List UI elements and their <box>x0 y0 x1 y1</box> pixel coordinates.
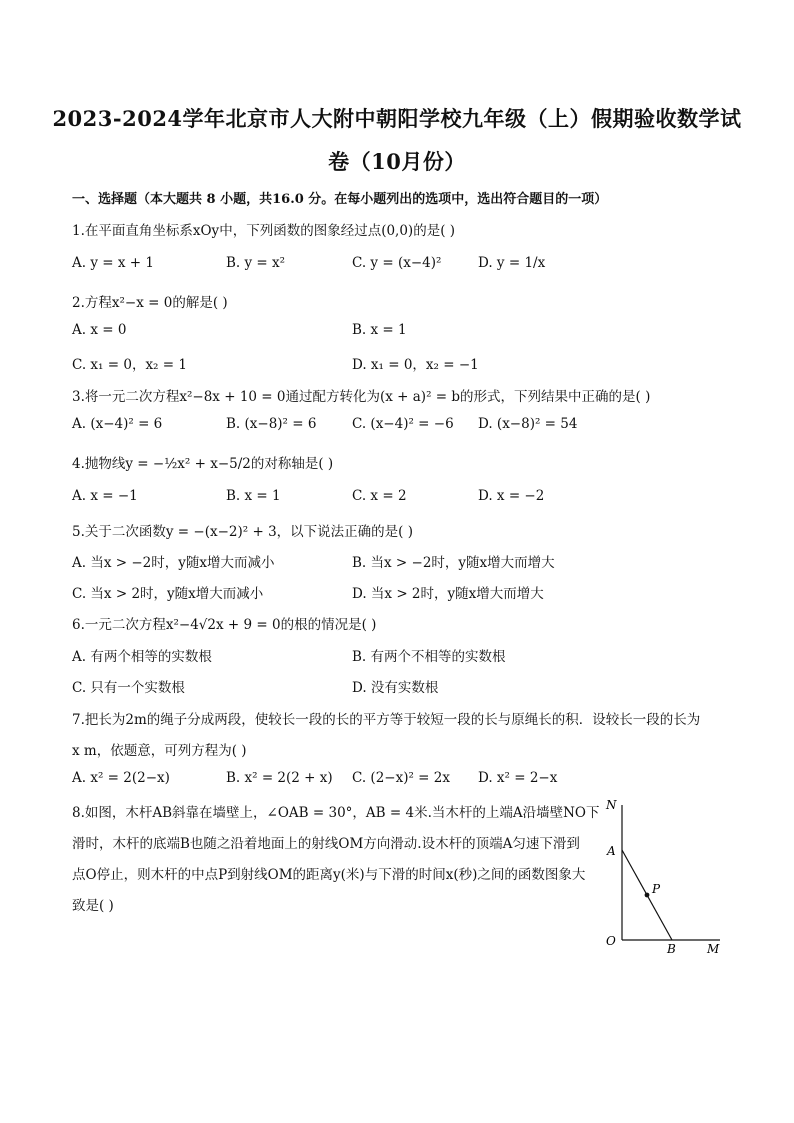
q4-option-b: B. x = 1 <box>226 488 281 504</box>
label-o: O <box>606 934 616 948</box>
question-7-stem: 7.把长为2m的绳子分成两段，使较长一段的长的平方等于较短一段的长与原绳长的积．设较长一段的长为 <box>72 712 701 728</box>
q7-option-c: C. (2−x)² = 2x <box>352 770 450 786</box>
q1-option-b: B. y = x² <box>226 255 286 271</box>
question-5-stem: 5.关于二次函数y = −(x−2)² + 3，以下说法正确的是( ) <box>72 524 413 540</box>
document-title-line1: 2023-2024学年北京市人大附中朝阳学校九年级（上）假期验收数学试 <box>52 106 742 131</box>
question-3-stem: 3.将一元二次方程x²−8x + 10 = 0通过配方转化为(x + a)² = b的形式，下列结果中正确的是( ) <box>72 389 651 405</box>
q3-option-c: C. (x−4)² = −6 <box>352 416 454 432</box>
label-b: B <box>667 942 676 956</box>
q2-option-a: A. x = 0 <box>72 322 127 338</box>
question-8-stem-cont1: 滑时，木杆的底端B也随之沿着地面上的射线OM方向滑动.设木杆的顶端A匀速下滑到 <box>72 836 580 852</box>
q4-option-c: C. x = 2 <box>352 488 407 504</box>
question-8-stem: 8.如图，木杆AB斜靠在墙壁上，∠OAB = 30°，AB = 4米.当木杆的上端A沿墙壁NO下 <box>72 805 600 821</box>
q3-option-a: A. (x−4)² = 6 <box>72 416 163 432</box>
question-7-stem-cont: x m，依题意，可列方程为( ) <box>72 743 247 759</box>
question-8-stem-cont2: 点O停止，则木杆的中点P到射线OM的距离y(米)与下滑的时间x(秒)之间的函数图象大 <box>72 867 586 883</box>
q7-option-a: A. x² = 2(2−x) <box>72 770 170 786</box>
q4-option-a: A. x = −1 <box>72 488 138 504</box>
question-8-stem-cont3: 致是( ) <box>72 898 114 914</box>
q6-option-d: D. 没有实数根 <box>352 680 439 696</box>
section-heading: 一、选择题（本大题共 8 小题，共16.0 分。在每小题列出的选项中，选出符合题目的一项） <box>72 192 608 207</box>
q5-option-a: A. 当x > −2时，y随x增大而减小 <box>72 555 275 571</box>
q5-option-c: C. 当x > 2时，y随x增大而减小 <box>72 586 264 602</box>
q6-option-c: C. 只有一个实数根 <box>72 680 185 696</box>
q4-option-d: D. x = −2 <box>478 488 545 504</box>
q7-option-d: D. x² = 2−x <box>478 770 558 786</box>
label-p: P <box>652 882 661 896</box>
question-6-stem: 6.一元二次方程x²−4√2x + 9 = 0的根的情况是( ) <box>72 617 377 633</box>
q7-option-b: B. x² = 2(2 + x) <box>226 770 333 786</box>
q5-option-b: B. 当x > −2时，y随x增大而增大 <box>352 555 555 571</box>
q1-option-c: C. y = (x−4)² <box>352 255 442 271</box>
q6-option-a: A. 有两个相等的实数根 <box>72 649 212 665</box>
wall-ladder-figure <box>595 795 730 960</box>
q6-option-b: B. 有两个不相等的实数根 <box>352 649 506 665</box>
q5-option-d: D. 当x > 2时，y随x增大而增大 <box>352 586 544 602</box>
question-4-stem: 4.抛物线y = −½x² + x−5/2的对称轴是( ) <box>72 456 334 472</box>
q3-option-d: D. (x−8)² = 54 <box>478 416 578 432</box>
q2-option-b: B. x = 1 <box>352 322 407 338</box>
label-a: A <box>607 844 616 858</box>
label-m: M <box>707 942 720 956</box>
q1-option-d: D. y = 1/x <box>478 255 546 271</box>
label-n: N <box>606 798 617 812</box>
q2-option-c: C. x₁ = 0，x₂ = 1 <box>72 357 187 373</box>
midpoint-p <box>645 893 650 898</box>
question-2-stem: 2.方程x²−x = 0的解是( ) <box>72 295 228 311</box>
q2-option-d: D. x₁ = 0，x₂ = −1 <box>352 357 479 373</box>
question-1-stem: 1.在平面直角坐标系xOy中，下列函数的图象经过点(0,0)的是( ) <box>72 223 456 239</box>
q3-option-b: B. (x−8)² = 6 <box>226 416 317 432</box>
q1-option-a: A. y = x + 1 <box>72 255 154 271</box>
document-title-line2: 卷（10月份） <box>328 149 466 174</box>
